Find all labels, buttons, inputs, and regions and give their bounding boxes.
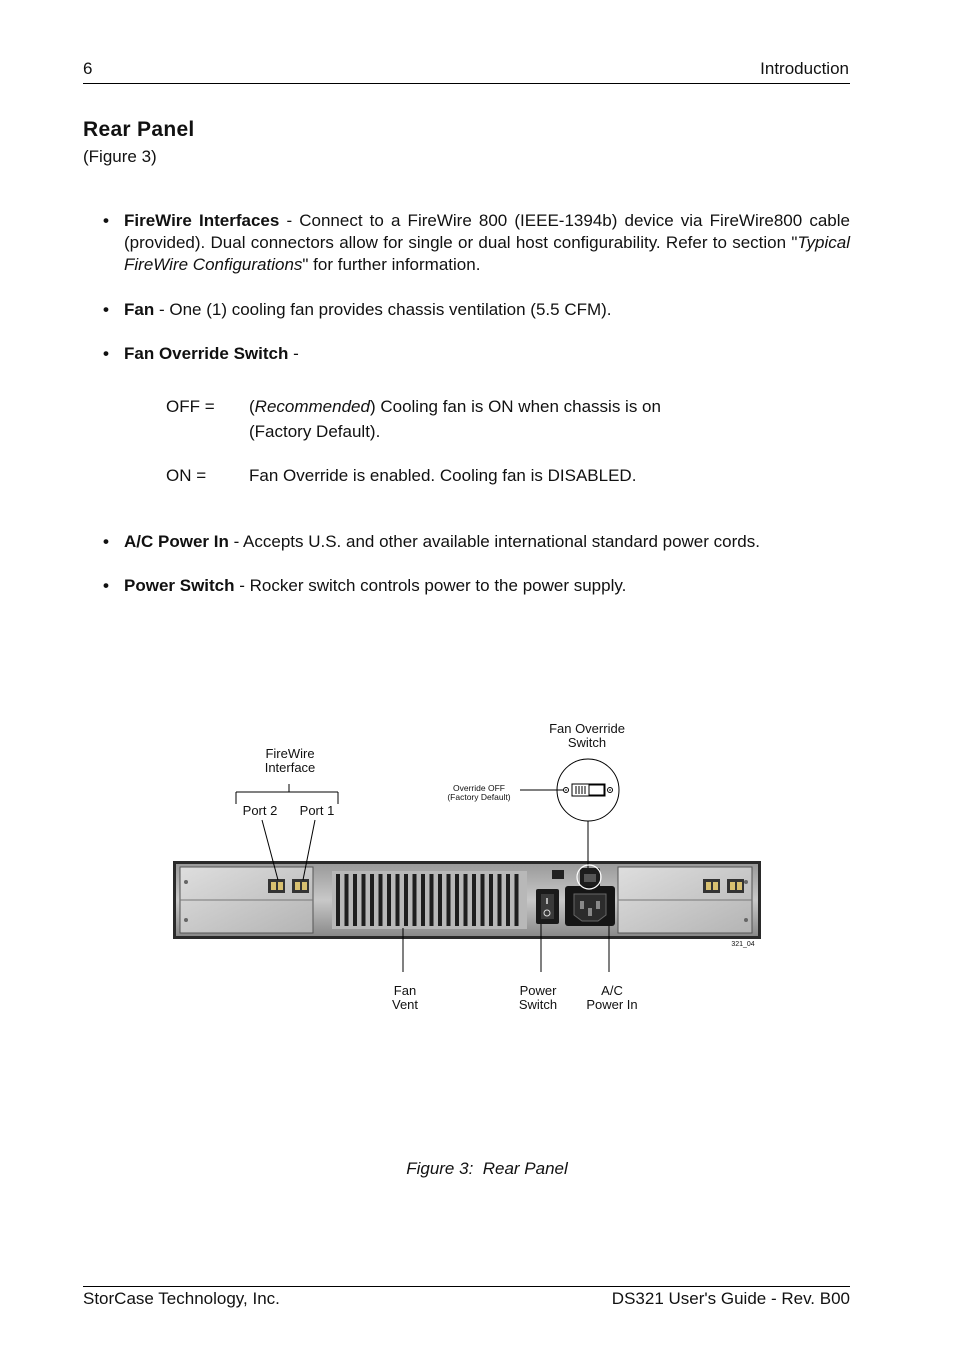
- label-line: FireWire: [265, 746, 315, 761]
- bullet-dot: •: [103, 532, 109, 551]
- vent-slot: [421, 874, 425, 926]
- label-fan-vent: [375, 984, 435, 1012]
- option-off-recommended: Recommended: [254, 397, 370, 416]
- bullet-term: Fan Override Switch: [124, 344, 289, 363]
- label-firewire-interface: [240, 747, 340, 775]
- label-line: A/C: [601, 983, 623, 998]
- bullet-body: - Rocker switch controls power to the power supply.: [234, 576, 627, 595]
- fan-vent-grille: [332, 871, 527, 929]
- vent-slot: [353, 874, 357, 926]
- power-switch-rocker: [536, 889, 559, 924]
- label-line: Switch: [567, 735, 607, 750]
- figure-caption: Figure 3: Rear Panel: [406, 1159, 568, 1178]
- bullet-body: - One (1) cooling fan provides chassis ventilation (5.5 CFM).: [154, 300, 612, 319]
- vent-slot: [489, 874, 493, 926]
- option-on-text: Fan Override is enabled. Cooling fan is DISABLED.: [249, 466, 637, 485]
- bullet-dot: •: [103, 576, 109, 595]
- bullet-term: FireWire Interfaces: [124, 211, 280, 230]
- vent-slot: [481, 874, 485, 926]
- vent-slot: [464, 874, 468, 926]
- page-title: Rear Panel: [83, 118, 195, 141]
- label-line: Switch: [518, 997, 558, 1012]
- right-bay-plate: [618, 867, 752, 933]
- vent-slot: [430, 874, 434, 926]
- bullet-term: Power Switch: [124, 576, 235, 595]
- figure-reference: (Figure 3): [83, 147, 157, 166]
- vent-slot: [336, 874, 340, 926]
- vent-slot: [515, 874, 519, 926]
- label-port-2: Port 2: [242, 803, 278, 818]
- vent-slot: [345, 874, 349, 926]
- label-line: Fan Override: [549, 721, 625, 736]
- label-fan-override-switch: [536, 722, 638, 750]
- label-line: Power: [519, 983, 557, 998]
- label-override-off: [434, 784, 524, 802]
- vent-slot: [362, 874, 366, 926]
- vent-slot: [438, 874, 442, 926]
- vent-slot: [455, 874, 459, 926]
- label-line: Fan: [393, 983, 417, 998]
- ac-power-inlet: [565, 886, 615, 926]
- label-line: Power In: [586, 997, 638, 1012]
- option-off-paren: (: [249, 397, 255, 416]
- vent-slot: [387, 874, 391, 926]
- option-off-body: ) Cooling fan is ON when chassis is on: [369, 397, 661, 416]
- footer-rule: [83, 1286, 850, 1287]
- bullet-dot: •: [103, 300, 109, 319]
- vent-slot: [404, 874, 408, 926]
- left-bay-plate: [180, 867, 313, 933]
- vent-slot: [472, 874, 476, 926]
- bullet-body-end: " for further information.: [302, 255, 481, 274]
- vent-slot: [447, 874, 451, 926]
- bullet-term: A/C Power In: [124, 532, 229, 551]
- firewire-port-1: [292, 879, 309, 893]
- bullet-dot: •: [103, 211, 109, 230]
- bullet-body: - Connect to a FireWire 800 (IEEE-1394b) device via FireWire800 cable (provided). Dual connectors allow for single or dual host configurability. Refer to section ": [124, 211, 850, 252]
- label-line: Override OFF: [453, 783, 505, 793]
- bullet-body: -: [288, 344, 299, 363]
- vent-slot: [370, 874, 374, 926]
- label-port-1: Port 1: [299, 803, 335, 818]
- vent-slot: [396, 874, 400, 926]
- label-panel-code: 321_04: [731, 941, 755, 948]
- label-line: Interface: [264, 760, 316, 775]
- bullet-term: Fan: [124, 300, 155, 319]
- firewire-port-2: [268, 879, 285, 893]
- option-on-key: ON =: [166, 466, 207, 485]
- bullet-dot: •: [103, 344, 109, 363]
- vent-slot: [379, 874, 383, 926]
- label-line: (Factory Default): [447, 792, 511, 802]
- vent-slot: [498, 874, 502, 926]
- vent-slot: [506, 874, 510, 926]
- label-ac-power-in: [577, 984, 647, 1012]
- footer-doc-title: DS321 User's Guide - Rev. B00: [611, 1289, 850, 1308]
- page-number: 6: [83, 59, 93, 78]
- footer-company: StorCase Technology, Inc.: [83, 1289, 280, 1308]
- bullet-body: - Accepts U.S. and other available international standard power cords.: [228, 532, 760, 551]
- option-off-key: OFF =: [166, 397, 215, 416]
- section-title: Introduction: [760, 59, 849, 78]
- label-power-switch: [508, 984, 568, 1012]
- vent-slot: [413, 874, 417, 926]
- label-line: Vent: [391, 997, 419, 1012]
- section-link-text: Typical FireWire Configurations: [124, 233, 850, 274]
- option-off-line2: (Factory Default).: [249, 422, 381, 441]
